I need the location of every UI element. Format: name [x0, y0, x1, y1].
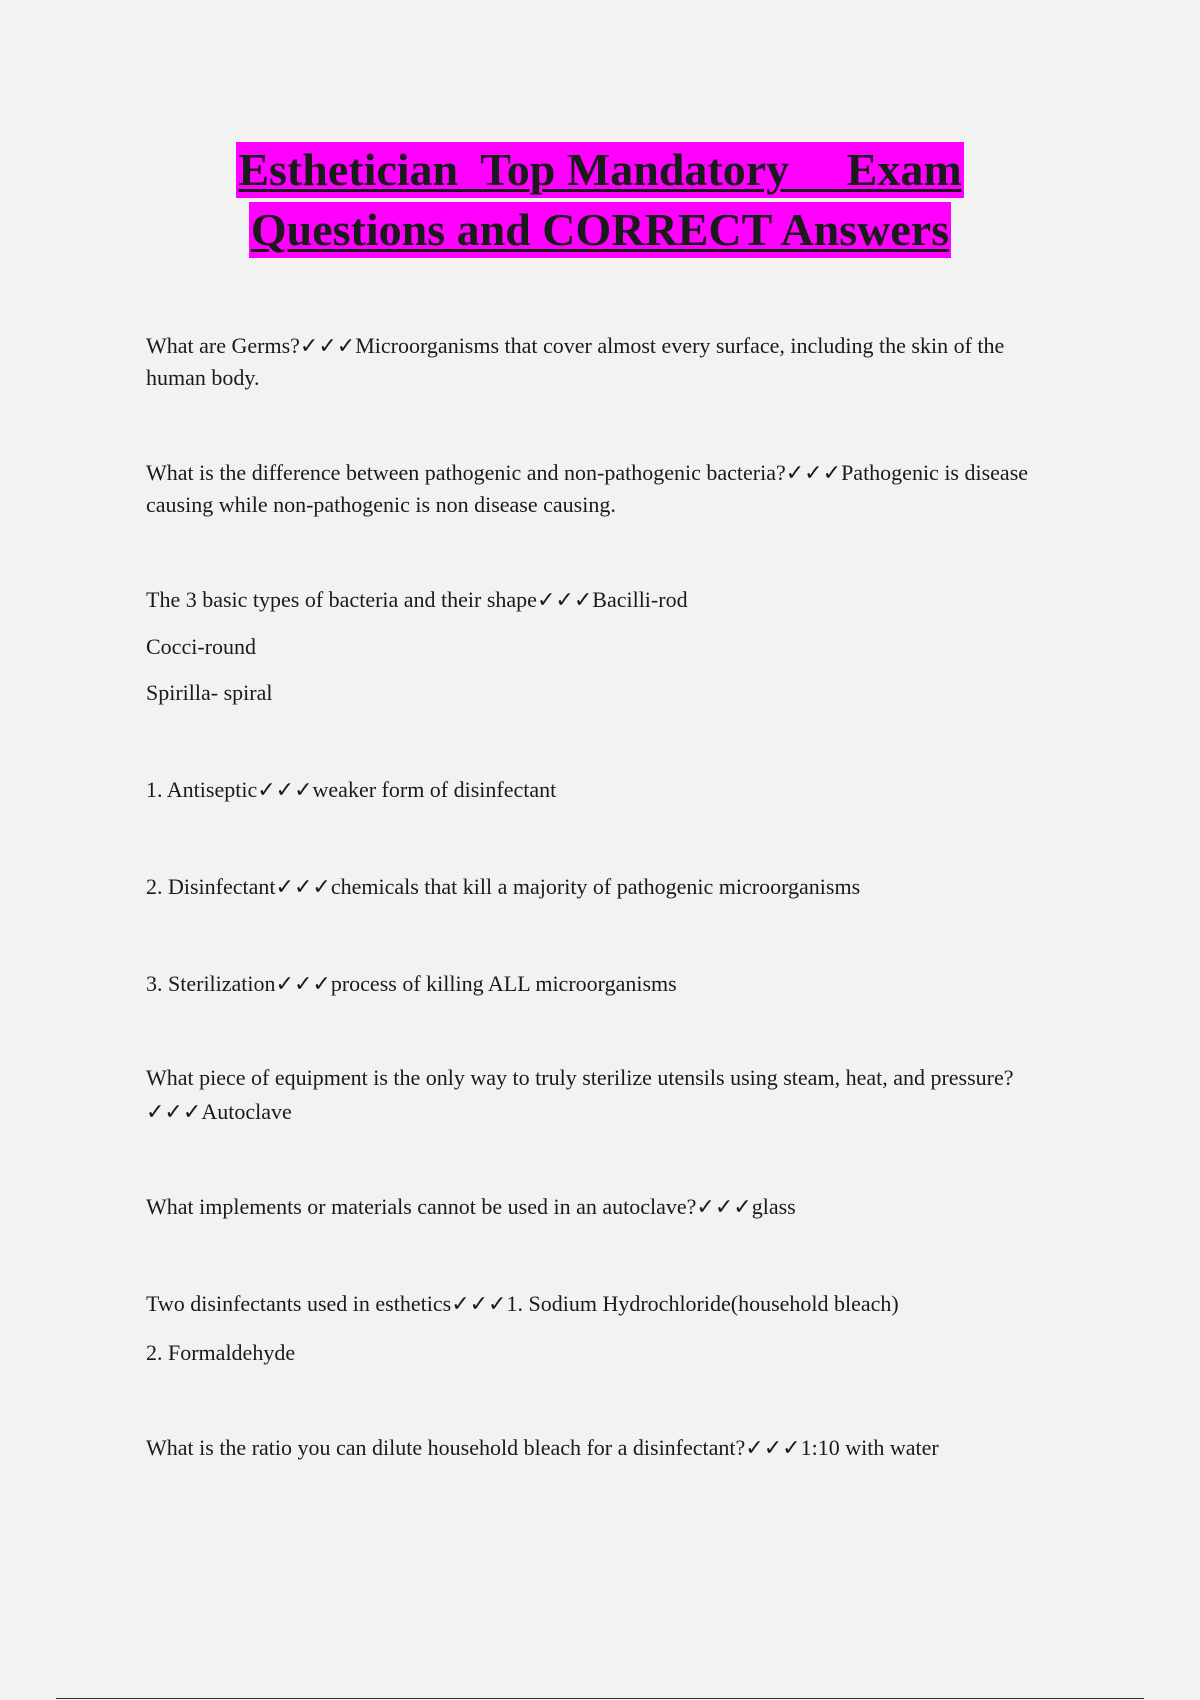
- qa-item: [146, 330, 1066, 393]
- question-text: Two disinfectants used in esthetics: [146, 1291, 452, 1316]
- qa-paragraph: [146, 457, 1066, 520]
- qa-paragraph: [146, 330, 1066, 393]
- checkmark-icon: ✓✓✓: [257, 778, 313, 803]
- answer-text: Bacilli-rod: [592, 587, 688, 612]
- qa-item: [146, 774, 1066, 806]
- checkmark-icon: ✓✓✓: [451, 1292, 507, 1317]
- question-text: 2. Disinfectant: [146, 874, 276, 899]
- answer-text: weaker form of disinfectant: [312, 777, 557, 802]
- answer-text: chemicals that kill a majority of pathogenic microorganisms: [330, 874, 861, 899]
- question-text: The 3 basic types of bacteria and their shape: [146, 587, 537, 612]
- answer-line: Spirilla- spiral: [146, 680, 273, 705]
- checkmark-icon: ✓✓✓: [536, 588, 593, 613]
- checkmark-icon: ✓✓✓: [275, 972, 331, 997]
- qa-item: [146, 1432, 1066, 1464]
- checkmark-icon: ✓✓✓: [275, 875, 331, 900]
- page-bottom-rule: [56, 1698, 1144, 1699]
- checkmark-icon: ✓✓✓: [696, 1195, 752, 1220]
- qa-paragraph: [146, 1288, 1066, 1320]
- answer-text: Autoclave: [201, 1099, 292, 1124]
- title-line-2: Questions and CORRECT Answers: [249, 202, 951, 258]
- title-line-1: Esthetician Top Mandatory Exam: [236, 142, 963, 198]
- question-text: What is the ratio you can dilute household bleach for a disinfectant?: [146, 1435, 746, 1460]
- answer-line: 2. Formaldehyde: [146, 1340, 296, 1365]
- answer-line: Cocci-round: [146, 634, 256, 659]
- qa-paragraph: [146, 584, 1066, 616]
- qa-paragraph: [146, 968, 1066, 1000]
- qa-item: [146, 1288, 1066, 1368]
- qa-item: [146, 968, 1066, 1000]
- question-text: What implements or materials cannot be used in an autoclave?: [146, 1194, 697, 1219]
- checkmark-icon: ✓✓✓: [745, 1436, 801, 1461]
- answer-text: process of killing ALL microorganisms: [330, 971, 677, 996]
- answer-text: Microorganisms that cover almost every surface, including the skin of the human body.: [146, 333, 1005, 390]
- question-text: What is the difference between pathogenic and non-pathogenic bacteria?: [146, 460, 786, 485]
- qa-paragraph: [146, 871, 1066, 903]
- checkmark-icon: ✓✓✓: [146, 1100, 202, 1125]
- qa-item: [146, 584, 1066, 708]
- qa-paragraph: [146, 774, 1066, 806]
- question-text: What are Germs?: [146, 333, 300, 358]
- qa-item: [146, 457, 1066, 520]
- qa-item: [146, 871, 1066, 903]
- answer-text: 1. Sodium Hydrochloride(household bleach): [506, 1291, 899, 1316]
- question-text: 1. Antiseptic: [146, 777, 258, 802]
- qa-paragraph: [146, 1432, 1066, 1464]
- qa-item: [146, 1061, 1066, 1130]
- checkmark-icon: ✓✓✓: [299, 334, 356, 359]
- question-text: What piece of equipment is the only way to truly sterilize utensils using steam, heat, and pressure?: [146, 1065, 1014, 1090]
- qa-item: [146, 1191, 1066, 1223]
- checkmark-icon: ✓✓✓: [785, 461, 842, 486]
- qa-paragraph: [146, 1191, 1066, 1223]
- answer-text: Pathogenic is disease causing while non-pathogenic is non disease causing.: [146, 460, 1029, 517]
- answer-text: glass: [751, 1194, 796, 1219]
- question-text: 3. Sterilization: [146, 971, 276, 996]
- document-title: [0, 142, 1200, 258]
- answer-text: 1:10 with water: [800, 1435, 939, 1460]
- qa-paragraph: [146, 1061, 1066, 1130]
